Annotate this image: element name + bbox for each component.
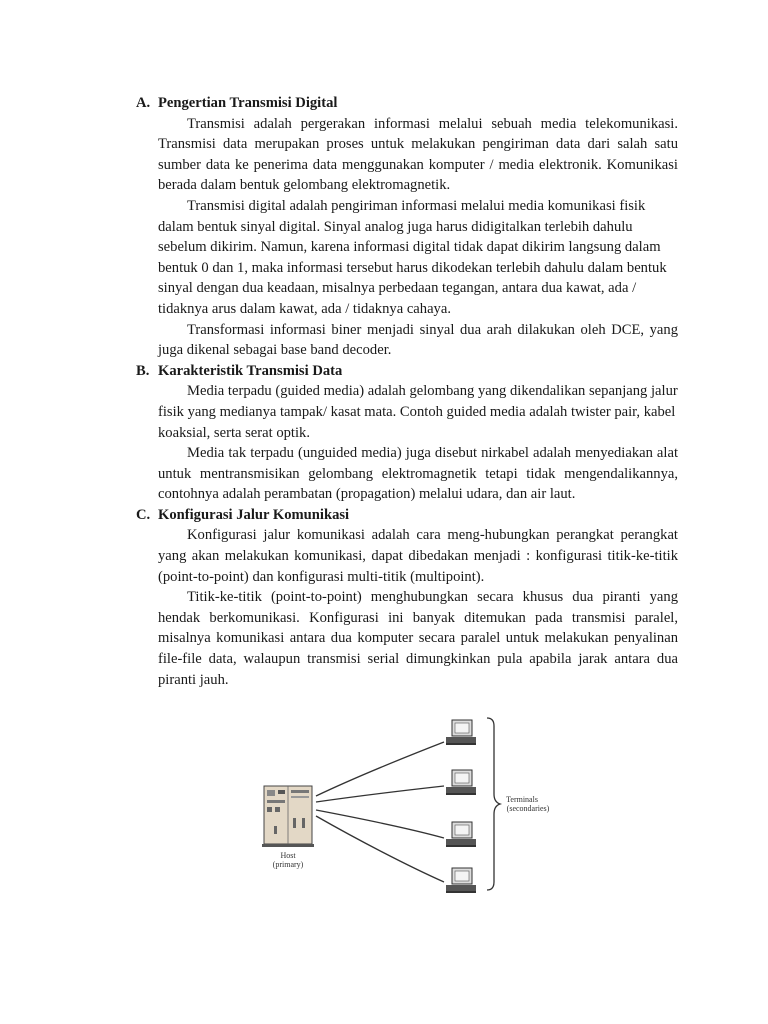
section-body <box>158 114 678 361</box>
section-title: Karakteristik Transmisi Data <box>158 362 343 379</box>
network-diagram <box>258 714 558 894</box>
host-sublabel: (primary) <box>272 860 304 869</box>
section-body <box>158 381 678 505</box>
link-line <box>316 816 444 882</box>
paragraph: Titik-ke-titik (point-to-point) menghubungkan secara khusus dua piranti yang hendak berkomunikasi. Konfigurasi ini banyak ditemukan pada transmisi paralel, misalnya komunikasi antara dua komputer secara paralel untuk melakukan penyalinan file-file data, walaupun transmisi serial dimungkinkan pula apabila jarak antara dua piranti jauh. <box>158 589 678 688</box>
link-line <box>316 786 444 802</box>
section-title: Konfigurasi Jalur Komunikasi <box>158 506 350 523</box>
section-heading <box>136 505 678 526</box>
section-c <box>136 505 678 690</box>
connection-lines <box>316 742 444 882</box>
terminal-icon <box>446 822 476 847</box>
section-letter: C. <box>136 506 151 523</box>
point-to-point-figure <box>258 714 558 894</box>
section-a <box>136 93 678 361</box>
section-heading <box>136 93 678 114</box>
section-b <box>136 361 678 505</box>
paragraph: Transmisi adalah pergerakan informasi melalui sebuah media telekomunikasi. Transmisi data merupakan proses untuk melakukan pengiriman data dari salah satu sumber data ke penerima data menggunakan komputer / media elektronik. Komunikasi berada dalam bentuk gelombang elektromagnetik. <box>158 115 678 194</box>
terminal-icon <box>446 868 476 893</box>
document-content <box>136 93 678 690</box>
paragraph: Transformasi informasi biner menjadi sinyal dua arah dilakukan oleh DCE, yang juga dikenal sebagai base band decoder. <box>158 321 678 359</box>
host-label: Host <box>280 851 296 860</box>
link-line <box>316 810 444 838</box>
terminal-icon <box>446 770 476 795</box>
paragraph: Media terpadu (guided media) adalah gelombang yang dikendalikan sepanjang jalur fisik yang medianya tampak/ kasat mata. Contoh guided media adalah twister pair, kabel koaksial, serta serat optik. <box>158 383 678 441</box>
section-letter: B. <box>136 362 150 379</box>
host-computer-icon <box>262 786 314 847</box>
brace-icon <box>487 718 500 890</box>
terminals-label: Terminals <box>506 795 538 804</box>
terminals-sublabel: (secondaries) <box>506 804 550 813</box>
paragraph: Konfigurasi jalur komunikasi adalah cara meng-hubungkan perangkat perangkat yang akan melakukan komunikasi, dapat dibedakan menjadi : konfigurasi titik-ke-titik (point-to-point) dan konfigurasi multi-titik (multipoint). <box>158 527 678 585</box>
terminal-icon <box>446 720 476 745</box>
paragraph: Media tak terpadu (unguided media) juga disebut nirkabel adalah menyediakan alat untuk mentransmisikan gelombang elektromagnetik tetapi tidak mengendalikannya, contohnya adalah perambatan (propagation) melalui udara, dan air laut. <box>158 445 678 503</box>
section-body <box>158 525 678 690</box>
section-letter: A. <box>136 95 151 111</box>
section-heading <box>136 361 678 382</box>
paragraph: Transmisi digital adalah pengiriman informasi melalui media komunikasi fisik dalam bentuk sinyal digital. Sinyal analog juga harus didigitalkan terlebih dahulu sebelum dikirim. Namun, karena informasi digital tidak dapat dikirim langsung dalam bentuk 0 dan 1, maka informasi tersebut harus dikodekan terlebih dahulu dalam bentuk sinyal dengan dua keadaan, misalnya perbedaan tegangan, antara dua kawat, ada / tidaknya arus dalam kawat, ada / tidaknya cahaya. <box>158 197 667 317</box>
section-title: Pengertian Transmisi Digital <box>158 95 338 111</box>
